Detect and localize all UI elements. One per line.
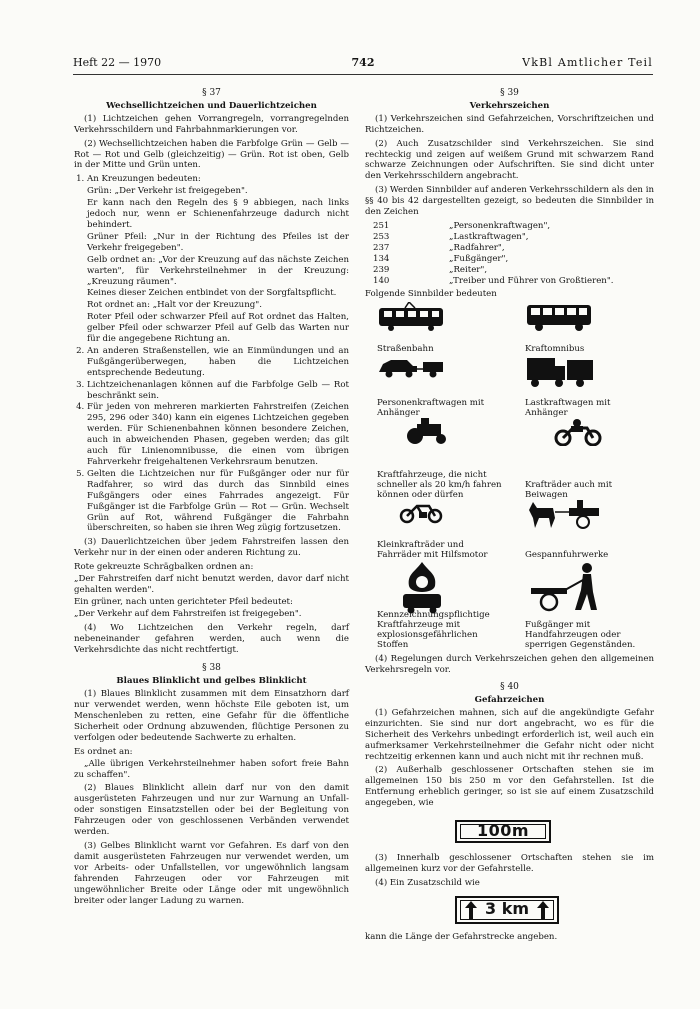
- pictogram-slow-vehicle: [365, 418, 505, 500]
- motorcycle-icon: [553, 418, 603, 446]
- pictogram-label: Gespannfuhrwerke: [525, 550, 609, 561]
- sign-number: 140: [373, 275, 390, 286]
- pictogram-label: Kleinkrafträder und Fahrräder mit Hilfsmotor: [377, 540, 488, 561]
- horse-cart-icon: [525, 500, 605, 530]
- paragraph: kann die Länge der Gefahrstrecke angeben.: [365, 931, 558, 942]
- quote: „Der Verkehr auf dem Fahrstreifen ist freigegeben".: [74, 608, 302, 619]
- section-39-number: § 39: [500, 88, 519, 98]
- pictogram-label: Fußgänger mit Handfahrzeugen oder sperrigen Gegenständen.: [525, 620, 636, 651]
- sign-label: „Treiber und Führer von Großtieren".: [449, 275, 614, 286]
- list-item: 2. An anderen Straßenstellen, wie an Einmündungen und an Fußgängerüberwegen, haben die Lichtzeichen entsprechende Bedeutung.: [87, 346, 349, 379]
- paragraph: (2) Blaues Blinklicht allein darf nur von den damit ausgerüsteten Fahrzeugen und nur zur Warnung an Unfall- oder sonstigen Einsatzstellen oder bei der Begleitung von Fahrzeugen oder von geschlossenen Verbänden verwendet werden.: [74, 783, 349, 838]
- numbered-list: [74, 174, 349, 534]
- paragraph: (4) Wo Lichtzeichen den Verkehr regeln, darf nebeneinander gefahren werden, auch wenn die Verkehrsdichte das nicht rechtfertigt.: [74, 622, 349, 655]
- sign-number: 237: [373, 242, 390, 253]
- sign-number: 253: [373, 231, 390, 242]
- section-37-title: Wechsellichtzeichen und Dauerlichtzeichen: [106, 100, 317, 111]
- pictogram-label: Kennzeichnungspflichtige Kraftfahrzeuge mit explosionsgefährlichen Stoffen: [377, 610, 490, 651]
- section-38-number: § 38: [202, 663, 221, 674]
- sign-label: „Lastkraftwagen",: [449, 231, 529, 242]
- paragraph: (3) Innerhalb geschlossener Ortschaften stehen sie im allgemeinen kurz vor der Gefahrstelle.: [365, 853, 654, 874]
- list-item: 4. Für jeden von mehreren markierten Fahrstreifen (Zeichen 295, 296 oder 340) kann ein eigenes Lichtzeichen gegeben werden. Für Schienenbahnen können besondere Zeichen, auch in abweichenden Phasen, gegeben werden; das gilt auch für Linienomnibusse, die einen vom übrigen Fahrverkehr freigehaltenen Verkehrsraum benutzen.: [87, 402, 349, 467]
- pictogram-label: Straßenbahn: [377, 344, 434, 355]
- truck-trailer-icon: [525, 354, 595, 390]
- journal-title: VkBl Amtlicher Teil: [522, 56, 653, 69]
- issue-label: Heft 22 — 1970: [73, 56, 162, 69]
- paragraph: (3) Werden Sinnbilder auf anderen Verkehrsschildern als den in §§ 40 bis 42 dargestellten gezeigt, so bedeuten die Sinnbilder in den Zeichen: [365, 185, 654, 218]
- paragraph: (4) Regelungen durch Verkehrszeichen gehen den allgemeinen Verkehrsregeln vor.: [365, 654, 654, 676]
- left-column: [74, 88, 349, 909]
- section-37-number: § 37: [202, 88, 221, 98]
- list-item-text: Rot ordnet an: „Halt vor der Kreuzung".: [87, 300, 262, 311]
- bus-icon: [525, 302, 595, 332]
- supplementary-sign-distance: [455, 820, 551, 843]
- sign-text: 3 km: [485, 899, 530, 919]
- supplementary-sign-length: [455, 896, 559, 924]
- list-item-text: Keines dieser Zeichen entbindet von der Sorgfaltspflicht.: [87, 288, 337, 299]
- quote: „Alle übrigen Verkehrsteilnehmer haben sofort freie Bahn zu schaffen".: [74, 758, 349, 780]
- pictogram-hazard: [365, 560, 505, 650]
- table-row: [373, 254, 620, 265]
- pictogram-tram: [365, 302, 505, 354]
- pictogram-truck-trailer: [513, 354, 653, 418]
- pictogram-label: Kraftfahrzeuge, die nicht schneller als 20 km/h fahren können oder dürfen: [377, 470, 502, 501]
- page-header: [73, 56, 653, 72]
- quote: „Der Fahrstreifen darf nicht benutzt werden, davor darf nicht gehalten werden".: [74, 574, 349, 595]
- list-item-text: Grün: „Der Verkehr ist freigegeben".: [87, 186, 248, 197]
- pictogram-label: Personenkraftwagen mit Anhänger: [377, 398, 485, 419]
- sign-number: 251: [373, 220, 390, 231]
- symbol-table: [373, 221, 620, 286]
- section-40-number: § 40: [500, 682, 519, 693]
- sign-text: 100m: [460, 824, 546, 839]
- paragraph: (3) Dauerlichtzeichen über jedem Fahrstreifen lassen den Verkehr nur in der einen oder anderen Richtung zu.: [74, 537, 349, 559]
- list-item-text: Grüner Pfeil: „Nur in der Richtung des Pfeiles ist der Verkehr freigegeben".: [87, 231, 349, 253]
- section-40-title: Gefahrzeichen: [474, 695, 545, 706]
- sign-label: „Personenkraftwagen",: [449, 220, 551, 231]
- section-39-title: Verkehrszeichen: [469, 100, 550, 111]
- paragraph: (3) Gelbes Blinklicht warnt vor Gefahren. Es darf von den damit ausgerüsteten Fahrzeugen nur verwendet werden, um vor Arbeits- oder Unfallstellen, vor ungewöhnlich langsam fahrenden Fahrzeugen oder vor Fahrzeugen mit ungewöhnlicher Breite oder Länge oder mit ungewöhnlich breiter oder langer Ladung zu warnen.: [74, 841, 349, 906]
- list-item-text: 1. An Kreuzungen bedeuten:: [87, 174, 201, 185]
- paragraph: Es ordnet an:: [74, 746, 133, 757]
- pictogram-motorcycle: [513, 418, 653, 500]
- paragraph: (1) Lichtzeichen gehen Vorrangregeln, vorrangregelnden Verkehrsschildern und Fahrbahnmarkierungen vor.: [74, 113, 349, 135]
- pictogram-moped: [365, 500, 505, 560]
- pictogram-label: Kraftomnibus: [525, 344, 585, 355]
- tram-icon: [377, 302, 447, 332]
- sign-label: „Radfahrer",: [449, 242, 505, 253]
- pictogram-label: Lastkraftwagen mit Anhänger: [525, 398, 611, 419]
- list-item: 5. Gelten die Lichtzeichen nur für Fußgänger oder nur für Radfahrer, so wird das durch das Sinnbild eines Fußgängers oder eines Fahrrades angezeigt. Für Fußgänger ist die Farbfolge Grün — Rot — Grün. Wechselt Grün auf Rot, während Fußgänger die Fahrbahn überschreiten, so haben sie ihren Weg zügig fortzusetzen.: [87, 469, 349, 534]
- sign-number: 239: [373, 264, 390, 275]
- list-item-text: Er kann nach den Regeln des § 9 abbiegen, nach links jedoch nur, wenn er Schienenfahrzeuge dadurch nicht behindert.: [87, 198, 349, 230]
- paragraph: (4) Ein Zusatzschild wie: [375, 877, 480, 888]
- sign-body: [460, 900, 554, 920]
- list-item: 3. Lichtzeichenanlagen können auf die Farbfolge Gelb — Rot beschränkt sein.: [87, 380, 349, 402]
- pictogram-handcart: [513, 560, 653, 650]
- header-rule: [73, 74, 653, 75]
- handcart-icon: [525, 560, 605, 614]
- pictogram-car-trailer: [365, 354, 505, 418]
- table-row: [373, 232, 620, 243]
- paragraph: Rote gekreuzte Schrägbalken ordnen an:: [74, 562, 254, 573]
- slow-vehicle-icon: [403, 418, 453, 446]
- pictogram-horse-cart: [513, 500, 653, 560]
- table-row: [373, 265, 620, 276]
- pictogram-grid: [365, 302, 654, 650]
- table-row: [373, 276, 620, 287]
- pictogram-label: Krafträder auch mit Beiwagen: [525, 480, 613, 501]
- arrow-up-icon: [537, 901, 549, 919]
- page-number: 742: [351, 56, 375, 69]
- car-trailer-icon: [377, 354, 447, 380]
- sign-number: 134: [373, 253, 390, 264]
- paragraph: (1) Gefahrzeichen mahnen, sich auf die angekündigte Gefahr einzurichten. Sie sind nur dort angebracht, wo es für die Sicherheit des Verkehrs unbedingt erforderlich ist, weil auch ein aufmerksamer Verkehrsteilnehmer die Gefahr nicht oder nicht rechtzeitig erkennen kann und auch nicht mit ihr rechnen muß.: [365, 707, 654, 762]
- paragraph: (2) Auch Zusatzschilder sind Verkehrszeichen. Sie sind rechteckig und zeigen auf weißem Grund mit schwarzem Rand schwarze Zeichnungen oder Aufschriften. Sie sind dicht unter den Verkehrsschildern angebracht.: [365, 138, 654, 182]
- list-item-text: Roter Pfeil oder schwarzer Pfeil auf Rot ordnet das Halten, gelber Pfeil oder schwarzer Pfeil auf Gelb das Warten nur für die angegebene Richtung an.: [87, 312, 349, 345]
- section-38-title: Blaues Blinklicht und gelbes Blinklicht: [116, 676, 307, 687]
- right-column: [365, 88, 654, 946]
- paragraph: Ein grüner, nach unten gerichteter Pfeil bedeutet:: [74, 596, 293, 607]
- pictogram-bus: [513, 302, 653, 354]
- list-item-text: Gelb ordnet an: „Vor der Kreuzung auf das nächste Zeichen warten", für Verkehrsteilnehmer in der Kreuzung: „Kreuzung räumen".: [87, 254, 349, 287]
- paragraph: (1) Verkehrszeichen sind Gefahrzeichen, Vorschriftzeichen und Richtzeichen.: [365, 113, 654, 135]
- sign-label: „Reiter",: [449, 264, 488, 275]
- hazard-vehicle-icon: [397, 560, 447, 614]
- paragraph: Folgende Sinnbilder bedeuten: [365, 289, 497, 300]
- table-row: [373, 221, 620, 232]
- list-item: [87, 174, 349, 345]
- table-row: [373, 243, 620, 254]
- arrow-up-icon: [465, 901, 477, 919]
- paragraph: (2) Wechsellichtzeichen haben die Farbfolge Grün — Gelb — Rot — Rot und Gelb (gleichzeitig) — Grün. Rot ist oben, Gelb in der Mitte und Grün unten.: [74, 138, 349, 171]
- moped-icon: [397, 500, 447, 524]
- sign-label: „Fußgänger",: [449, 253, 509, 264]
- paragraph: (1) Blaues Blinklicht zusammen mit dem Einsatzhorn darf nur verwendet werden, wenn höchste Eile geboten ist, um Menschenleben zu retten, eine Gefahr für die öffentliche Sicherheit oder Ordnung abzuwenden, flüchtige Personen zu verfolgen oder bedeutende Sachwerte zu erhalten.: [74, 689, 349, 743]
- paragraph: (2) Außerhalb geschlossener Ortschaften stehen sie im allgemeinen 150 bis 250 m vor den Gefahrstellen. Ist die Entfernung erheblich geringer, so ist sie auf einem Zusatzschild angegeben, wie: [365, 765, 654, 809]
